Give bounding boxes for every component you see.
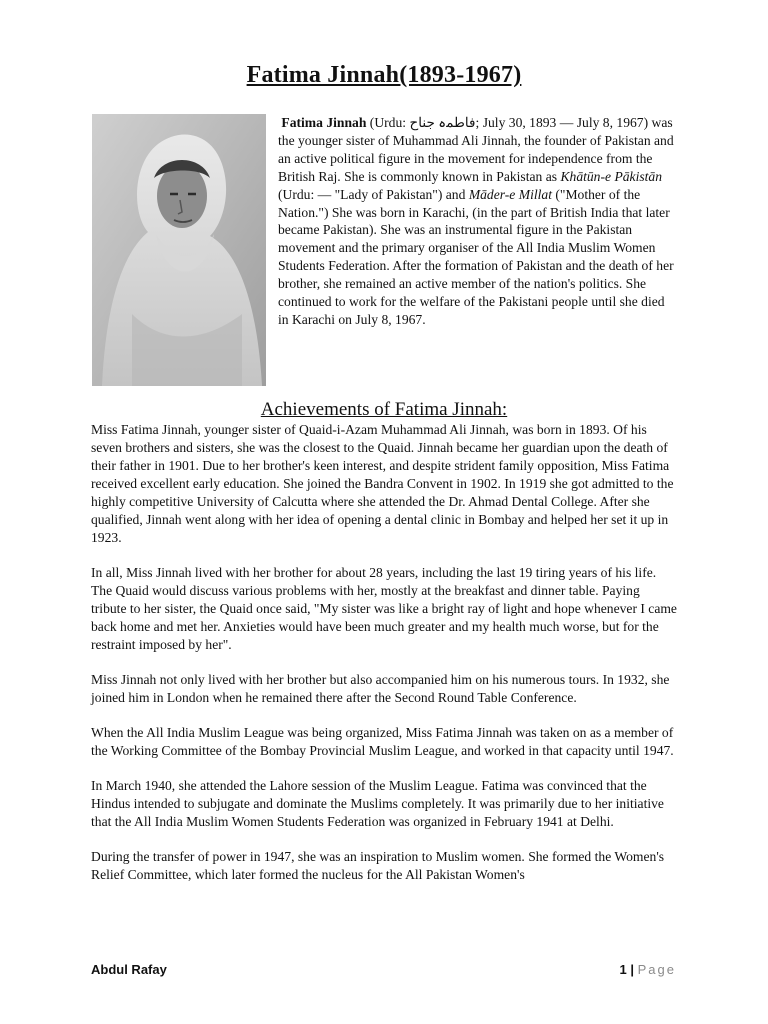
intro-italic-khatun: Khātūn-e Pākistān [560, 168, 663, 184]
intro-text-3: ("Mother of the Nation.") She was born in Karachi, (in the part of British India that later became Pakistan). She was an instrumental figure in the Pakistan movement and the primary organiser of the All India Muslim Women Students Federation. After the formation of Pakistan and the death of her brother, she remained an active member of the nation's politics. She continued to work for the welfare of the Pakistani people until she died in Karachi on July 8, 1967. [278, 186, 674, 327]
paragraph-early-life: Miss Fatima Jinnah, younger sister of Quaid-i-Azam Muhammad Ali Jinnah, was born in 1893. Of his seven brothers and sisters, she was the closest to the Quaid. Jinnah became her guardian upon the death of their father in 1901. Due to her brother's keen interest, and despite strident family opposition, Miss Fatima received excellent early education. She joined the Bandra Convent in 1902. In 1919 she got admitted to the highly competitive University of Calcutta where she attended the Dr. Ahmad Dental College. After she qualified, Jinnah went along with her idea of opening a dental clinic in Bombay and helped her set it up in 1923. [91, 422, 674, 545]
intro-italic-mader: Māder-e Millat [468, 186, 552, 202]
page-label: Page [637, 962, 676, 977]
paragraph-with-brother: In all, Miss Jinnah lived with her brother for about 28 years, including the last 19 tiring years of his life. The Quaid would discuss various problems with her, mostly at the breakfast and dinner table. Paying tribute to her sister, the Quaid once said, "My sister was like a bright ray of light and hope whenever I came back home and met her. Anxieties would have been much greater and my health much worse, but for the restraint imposed by her". [91, 565, 677, 652]
page-number: 1 [619, 962, 627, 977]
paragraph-lahore-session: In March 1940, she attended the Lahore session of the Muslim League. Fatima was convinced that the Hindus intended to subjugate and dominate the Muslims completely. It was primarily due to her initiative that the All India Muslim Women Students Federation was organized in February 1941 at Delhi. [91, 778, 664, 829]
section-heading: Achievements of Fatima Jinnah: [260, 399, 508, 420]
paragraph-tours: Miss Jinnah not only lived with her brother but also accompanied him on his numerous tours. In 1932, she joined him in London when he remained there after the Second Round Table Conference. [91, 672, 670, 705]
footer-page-number [620, 962, 676, 977]
paragraph-muslim-league: When the All India Muslim League was being organized, Miss Fatima Jinnah was taken on as a member of the Working Committee of the Bombay Provincial Muslim League, and worked in that capacity until 1947. [91, 725, 674, 758]
intro-name: Fatima Jinnah [281, 115, 367, 130]
page-title: Fatima Jinnah(1893-1967) [246, 62, 522, 88]
intro-paragraph [278, 114, 674, 329]
portrait-photo [92, 114, 266, 386]
intro-text-1: (Urdu: ﻓﺎﻃﻤہ ﺟﻨﺎﺡ; July 30, 1893 — July 8, 1967) was the younger sister of Muhammad Ali Jinnah, the founder of Pakistan and an active political figure in the movement for independence from the British Raj. She is commonly known in Pakistan as [278, 115, 674, 184]
page-separator: | [626, 962, 638, 977]
footer-author: Abdul Rafay [91, 962, 167, 977]
intro-text-2: (Urdu: — "Lady of Pakistan") and [278, 186, 469, 202]
paragraph-transfer-of-power: During the transfer of power in 1947, she was an inspiration to Muslim women. She formed the Women's Relief Committee, which later formed the nucleus for the All Pakistan Women's [91, 849, 665, 882]
body-text [91, 421, 677, 901]
